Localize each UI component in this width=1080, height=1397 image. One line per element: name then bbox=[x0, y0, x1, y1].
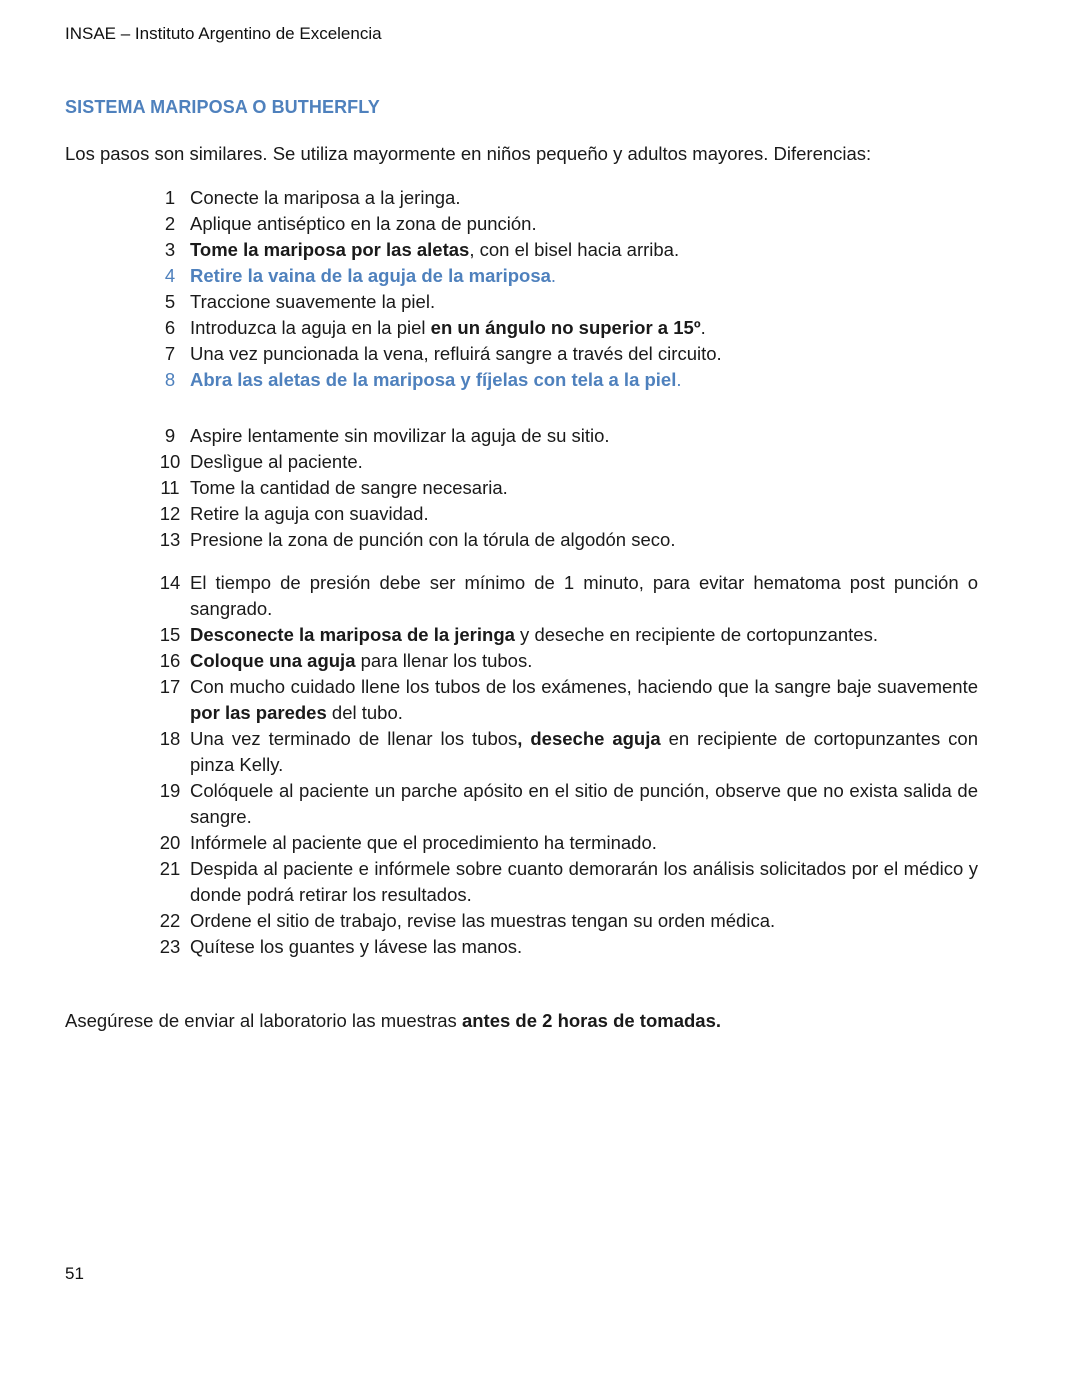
step-4 bbox=[150, 263, 978, 289]
section-title: SISTEMA MARIPOSA O BUTHERFLY bbox=[65, 97, 380, 117]
step-number: 22 bbox=[159, 910, 181, 931]
step-number: 5 bbox=[164, 291, 176, 312]
step-15 bbox=[150, 622, 978, 648]
closing-emphasis: antes de 2 horas de tomadas. bbox=[461, 1010, 722, 1031]
step-10 bbox=[150, 449, 978, 475]
step-number: 12 bbox=[159, 503, 181, 524]
step-number: 3 bbox=[164, 239, 176, 260]
step-text: Despida al paciente e infórmele sobre cuanto demorarán los análisis solicitados por el médico y donde podrá retirar los resultados. bbox=[190, 858, 978, 905]
step-text: Abra las aletas de la mariposa y fíjelas con tela a la piel. bbox=[190, 369, 682, 390]
step-text: Retire la aguja con suavidad. bbox=[190, 503, 429, 524]
step-number: 1 bbox=[164, 187, 176, 208]
steps-list bbox=[150, 185, 978, 960]
step-9 bbox=[150, 423, 978, 449]
step-text: Una vez puncionada la vena, refluirá sangre a través del circuito. bbox=[190, 343, 722, 364]
step-text: Conecte la mariposa a la jeringa. bbox=[190, 187, 461, 208]
step-number: 15 bbox=[159, 624, 181, 645]
step-text: Presione la zona de punción con la tórula de algodón seco. bbox=[190, 529, 676, 550]
step-number: 11 bbox=[160, 477, 180, 498]
step-2 bbox=[150, 211, 978, 237]
page-header: INSAE – Instituto Argentino de Excelencia bbox=[65, 24, 382, 43]
step-number: 9 bbox=[164, 425, 176, 446]
step-17 bbox=[150, 674, 978, 726]
step-number: 13 bbox=[159, 529, 181, 550]
step-number: 18 bbox=[159, 728, 181, 749]
step-number: 21 bbox=[159, 858, 181, 879]
closing-note: Asegúrese de enviar al laboratorio las muestras antes de 2 horas de tomadas. bbox=[65, 1010, 722, 1031]
step-7 bbox=[150, 341, 978, 367]
step-number: 2 bbox=[164, 213, 176, 234]
step-22 bbox=[150, 908, 978, 934]
step-text: Deslìgue al paciente. bbox=[190, 451, 363, 472]
step-text: Ordene el sitio de trabajo, revise las muestras tengan su orden médica. bbox=[190, 910, 776, 931]
intro-paragraph: Los pasos son similares. Se utiliza mayormente en niños pequeño y adultos mayores. Diferencias: bbox=[65, 143, 872, 164]
step-number: 6 bbox=[164, 317, 176, 338]
step-11 bbox=[150, 475, 978, 501]
step-text: Tome la cantidad de sangre necesaria. bbox=[190, 477, 508, 498]
step-3 bbox=[150, 237, 978, 263]
step-text: Infórmele al paciente que el procedimiento ha terminado. bbox=[190, 832, 657, 853]
page-number: 51 bbox=[65, 1264, 84, 1283]
step-text: Quítese los guantes y lávese las manos. bbox=[190, 936, 523, 957]
step-text: Desconecte la mariposa de la jeringa y deseche en recipiente de cortopunzantes. bbox=[190, 624, 878, 645]
step-text: Coloque una aguja para llenar los tubos. bbox=[190, 650, 533, 671]
step-14 bbox=[150, 570, 978, 622]
step-number: 20 bbox=[159, 832, 181, 853]
step-12 bbox=[150, 501, 978, 527]
step-16 bbox=[150, 648, 978, 674]
step-number: 19 bbox=[159, 780, 181, 801]
step-number: 7 bbox=[164, 343, 176, 364]
step-text: Introduzca la aguja en la piel en un ángulo no superior a 15º. bbox=[190, 317, 706, 338]
step-text: Tome la mariposa por las aletas, con el bisel hacia arriba. bbox=[190, 239, 680, 260]
step-text: Retire la vaina de la aguja de la mariposa. bbox=[190, 265, 557, 286]
step-number: 14 bbox=[159, 572, 181, 593]
step-number: 4 bbox=[164, 265, 176, 286]
step-text: Traccione suavemente la piel. bbox=[190, 291, 436, 312]
step-text: El tiempo de presión debe ser mínimo de 1 minuto, para evitar hematoma post punción o sangrado. bbox=[190, 572, 978, 619]
step-number: 16 bbox=[159, 650, 181, 671]
step-text: Una vez terminado de llenar los tubos, deseche aguja en recipiente de cortopunzantes con pinza Kelly. bbox=[190, 728, 978, 775]
step-number: 17 bbox=[159, 676, 181, 697]
step-text: Colóquele al paciente un parche apósito en el sitio de punción, observe que no exista salida de sangre. bbox=[190, 780, 978, 827]
step-5 bbox=[150, 289, 978, 315]
step-number: 23 bbox=[159, 936, 181, 957]
step-19 bbox=[150, 778, 978, 830]
step-21 bbox=[150, 856, 978, 908]
step-18 bbox=[150, 726, 978, 778]
step-number: 8 bbox=[164, 369, 176, 390]
step-8 bbox=[150, 367, 978, 393]
step-23 bbox=[150, 934, 978, 960]
step-20 bbox=[150, 830, 978, 856]
step-1 bbox=[150, 185, 978, 211]
step-number: 10 bbox=[159, 451, 181, 472]
step-13 bbox=[150, 527, 978, 553]
step-6 bbox=[150, 315, 978, 341]
step-text: Aspire lentamente sin movilizar la aguja de su sitio. bbox=[190, 425, 610, 446]
step-text: Aplique antiséptico en la zona de punción. bbox=[190, 213, 537, 234]
step-text: Con mucho cuidado llene los tubos de los exámenes, haciendo que la sangre baje suavemente por las paredes del tubo. bbox=[190, 676, 978, 723]
